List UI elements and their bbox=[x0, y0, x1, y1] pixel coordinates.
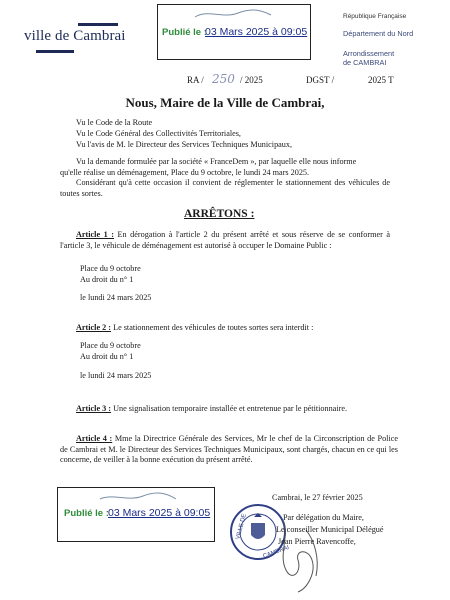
article-2-date: le lundi 24 mars 2025 bbox=[80, 371, 152, 380]
ra-prefix: RA / bbox=[187, 75, 204, 85]
vu-item-2: Vu le Code Général des Collectivités Territoriales, bbox=[76, 129, 241, 138]
logo-bar-bottom bbox=[36, 50, 74, 53]
article-3-text: Une signalisation temporaire installée et entretenue par le pétitionnaire. bbox=[113, 404, 347, 413]
article-1-place: Place du 9 octobre bbox=[80, 264, 141, 273]
logo-text: ville de Cambrai bbox=[24, 28, 126, 44]
svg-text:VILLE DE: VILLE DE bbox=[235, 513, 248, 541]
page-title: Nous, Maire de la Ville de Cambrai, bbox=[125, 95, 325, 110]
article-4-text: Mme la Directrice Générale des Services, Mr le chef de la Circonscription de Police de Cambrai et M. le Directeur des Services Techniques Municipaux, sont chargés, chacun en ce qui les concerne, de veiller à la bonne exécution du présent arrêté. bbox=[60, 434, 398, 465]
article-4-paragraph bbox=[60, 434, 398, 466]
article-1-paragraph bbox=[60, 230, 390, 251]
republique-label: République Française bbox=[343, 13, 407, 20]
logo-bar-top bbox=[78, 23, 118, 26]
demande-line-2: qu'elle réalise un déménagement, Place du 9 octobre, le lundi 24 mars 2025. bbox=[60, 168, 310, 177]
dgst-year: 2025 T bbox=[368, 75, 394, 85]
article-2-text: Le stationnement des véhicules de toutes sortes sera interdit : bbox=[113, 323, 314, 332]
article-3-label: Article 3 : bbox=[76, 404, 112, 413]
publication-stamp-bottom bbox=[57, 487, 215, 542]
publication-stamp-top bbox=[157, 4, 311, 60]
stamp-published-label: Publié le : bbox=[162, 27, 207, 38]
signature-name: Jean Pierre Ravencoffe, bbox=[278, 537, 356, 546]
arrondissement-line2: de CAMBRAI bbox=[343, 58, 387, 67]
article-1-text: En dérogation à l'article 2 du présent arrêté et sous réserve de se conformer à l'article 3, le véhicule de déménagement est autorisé à occuper le Domaine Public : bbox=[60, 230, 390, 250]
article-2-paragraph bbox=[76, 323, 313, 334]
vu-item-1: Vu le Code de la Route bbox=[76, 118, 153, 127]
stamp-scribble bbox=[193, 7, 273, 21]
stamp-bottom-published-date: 03 Mars 2025 à 09:05 bbox=[108, 507, 211, 519]
ra-year: / 2025 bbox=[240, 75, 263, 85]
arretons-heading: ARRÊTONS : bbox=[184, 208, 255, 220]
stamp-published-date: 03 Mars 2025 à 09:05 bbox=[205, 26, 308, 38]
article-1-droit: Au droit du n° 1 bbox=[80, 275, 134, 284]
article-3-paragraph bbox=[76, 404, 347, 415]
signature-delegation: Par délégation du Maire, bbox=[283, 513, 364, 522]
signature-role: Le conseiller Municipal Délégué bbox=[276, 525, 384, 534]
departement-label: Département du Nord bbox=[343, 29, 414, 38]
considerant-text: Considérant qu'à cette occasion il convient de réglementer le stationnement des véhicules de toutes sortes. bbox=[60, 178, 390, 198]
signature-place-date: Cambrai, le 27 février 2025 bbox=[272, 493, 363, 502]
stamp-scribble-bottom bbox=[98, 490, 178, 504]
ra-number: 250 bbox=[212, 72, 235, 86]
demande-line-1: Vu la demande formulée par la société « FranceDem », par laquelle elle nous informe bbox=[76, 157, 357, 166]
article-2-place: Place du 9 octobre bbox=[80, 341, 141, 350]
city-logo bbox=[18, 8, 143, 66]
arrondissement-line1: Arrondissement bbox=[343, 49, 395, 58]
dgst-label: DGST / bbox=[306, 75, 335, 85]
svg-text:CAMBRAI: CAMBRAI bbox=[262, 544, 291, 560]
article-2-droit: Au droit du n° 1 bbox=[80, 352, 134, 361]
stamp-bottom-published-label: Publié le : bbox=[64, 508, 109, 519]
article-1-date: le lundi 24 mars 2025 bbox=[80, 293, 152, 302]
article-4-label: Article 4 : bbox=[76, 434, 113, 443]
article-1-label: Article 1 : bbox=[76, 230, 114, 239]
considerant-paragraph bbox=[60, 178, 390, 199]
vu-item-3: Vu l'avis de M. le Directeur des Services Techniques Municipaux, bbox=[76, 140, 293, 149]
article-2-label: Article 2 : bbox=[76, 323, 112, 332]
